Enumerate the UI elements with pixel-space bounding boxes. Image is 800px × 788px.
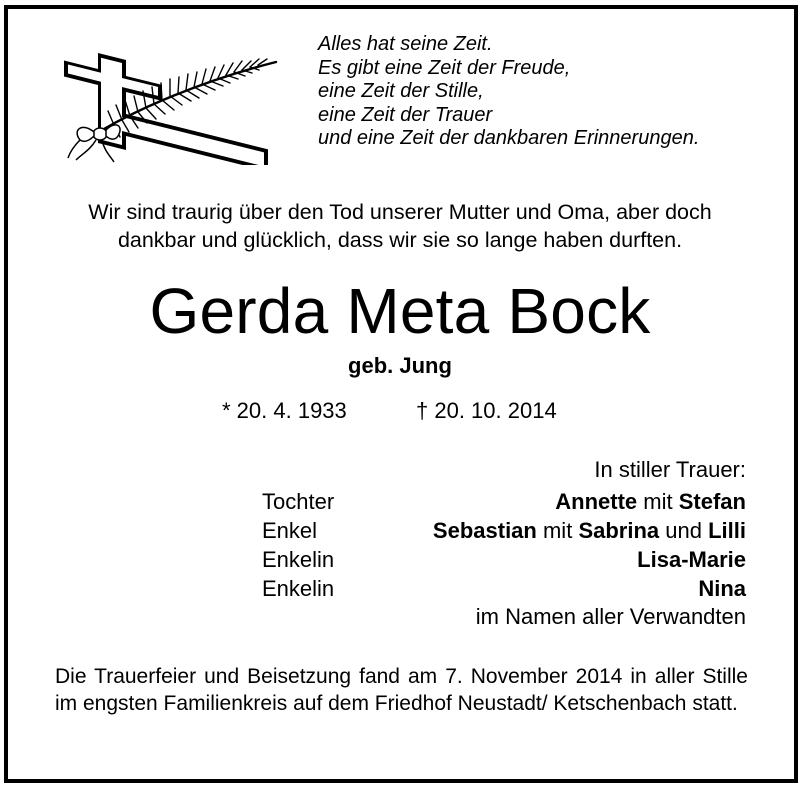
mourner-row <box>262 545 746 574</box>
mourner-connector: mit <box>542 518 573 543</box>
poem-line: eine Zeit der Trauer <box>318 103 493 126</box>
mourner-relation: Enkelin <box>262 576 335 601</box>
mourner-names <box>555 487 746 516</box>
mourners-closing: im Namen aller Verwandten <box>475 604 746 629</box>
mourner-row <box>262 516 746 545</box>
poem-line: Alles hat seine Zeit. <box>318 33 493 55</box>
deceased-name: Gerda Meta Bock <box>149 275 651 347</box>
poem-line: eine Zeit der Stille, <box>318 80 484 103</box>
mourner-row <box>262 574 746 603</box>
mourner-connector: mit <box>643 489 673 514</box>
poem-line: und eine Zeit der dankbaren Erinnerungen. <box>318 127 700 150</box>
mourner-name: Sebastian <box>432 518 537 543</box>
mourner-relation: Enkel <box>262 518 318 543</box>
poem <box>318 33 699 151</box>
funeral-notice: Die Trauerfeier und Beisetzung fand am 7. November 2014 in aller Stille im engsten Familienkreis auf dem Friedhof Neustadt/ Ketschenbach statt. <box>55 665 748 715</box>
mourner-connector: und <box>665 518 702 543</box>
mourner-row <box>262 487 746 516</box>
mourner-relation: Enkelin <box>262 547 335 572</box>
poem-line: Es gibt eine Zeit der Freude, <box>318 56 571 79</box>
intro-line: Wir sind traurig über den Tod unserer Mutter und Oma, aber doch <box>88 200 712 224</box>
mourner-name: Nina <box>698 576 746 601</box>
mourner-name: Lilli <box>708 518 746 543</box>
mourner-name: Stefan <box>678 489 746 514</box>
intro-line: dankbar und glücklich, dass wir sie so lange haben durften. <box>117 228 683 252</box>
mourner-name: Annette <box>555 489 638 514</box>
mourner-name: Sabrina <box>578 518 660 543</box>
mourner-names <box>433 516 746 545</box>
birth-date: * 20. 4. 1933 <box>222 398 347 423</box>
death-date: † 20. 10. 2014 <box>416 398 557 423</box>
mourner-names <box>637 545 746 574</box>
mourner-names <box>698 574 746 603</box>
intro-text <box>0 198 800 254</box>
mourner-name: Lisa-Marie <box>637 547 746 572</box>
cross-with-palm-branch-icon <box>54 50 284 165</box>
mourner-relation: Tochter <box>262 489 335 514</box>
mourners-heading: In stiller Trauer: <box>594 457 746 482</box>
maiden-name: geb. Jung <box>348 353 452 378</box>
